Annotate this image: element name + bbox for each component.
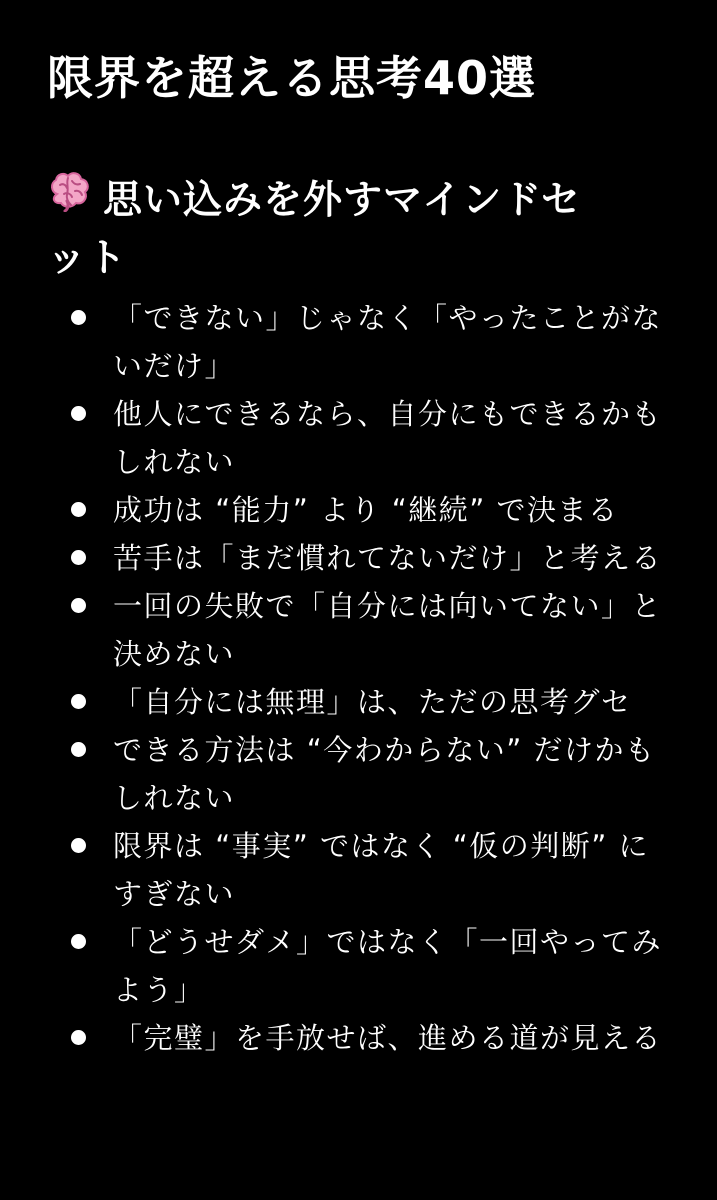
list-item <box>0 390 717 486</box>
list-item-text: 「できない」じゃなく「やったことがないだけ」 <box>113 301 663 383</box>
brain-icon <box>47 170 93 229</box>
bullet-dot <box>71 406 86 421</box>
bullet-dot <box>71 598 86 613</box>
bullet-dot <box>71 694 86 709</box>
list-item-text: 「完璧」を手放せば、進める道が見える <box>113 1021 663 1055</box>
list-item-text: 一回の失敗で「自分には向いてない」と決めない <box>113 589 663 671</box>
bullet-dot <box>71 742 86 757</box>
list-item <box>0 582 717 678</box>
bullet-dot <box>71 550 86 565</box>
bullet-dot <box>71 310 86 325</box>
list-item-text: 苦手は「まだ慣れてないだけ」と考える <box>113 541 663 575</box>
list-item <box>0 726 717 822</box>
list-item <box>0 822 717 918</box>
bullet-dot <box>71 838 86 853</box>
list-item <box>0 918 717 1014</box>
mindset-list <box>0 294 717 1062</box>
list-item <box>0 678 717 726</box>
list-item-text: 成功は “能力” より “継続” で決まる <box>113 493 619 527</box>
list-item-text: できる方法は “今わからない” だけかもしれない <box>113 733 656 815</box>
list-item-text: 限界は “事実” ではなく “仮の判断” にすぎない <box>113 829 649 911</box>
bullet-dot <box>71 934 86 949</box>
section-heading <box>47 172 607 288</box>
page-title: 限界を超える思考40選 <box>47 51 537 105</box>
list-item <box>0 486 717 534</box>
bullet-dot <box>71 502 86 517</box>
list-item-text: 「自分には無理」は、ただの思考グセ <box>113 685 632 719</box>
list-item-text: 「どうせダメ」ではなく「一回やってみよう」 <box>113 925 663 1007</box>
list-item-text: 他人にできるなら、自分にもできるかもしれない <box>113 397 663 479</box>
list-item <box>0 294 717 390</box>
list-item <box>0 1014 717 1062</box>
bullet-dot <box>71 1030 86 1045</box>
list-item <box>0 534 717 582</box>
section-heading-text: 思い込みを外すマインドセット <box>47 178 582 281</box>
